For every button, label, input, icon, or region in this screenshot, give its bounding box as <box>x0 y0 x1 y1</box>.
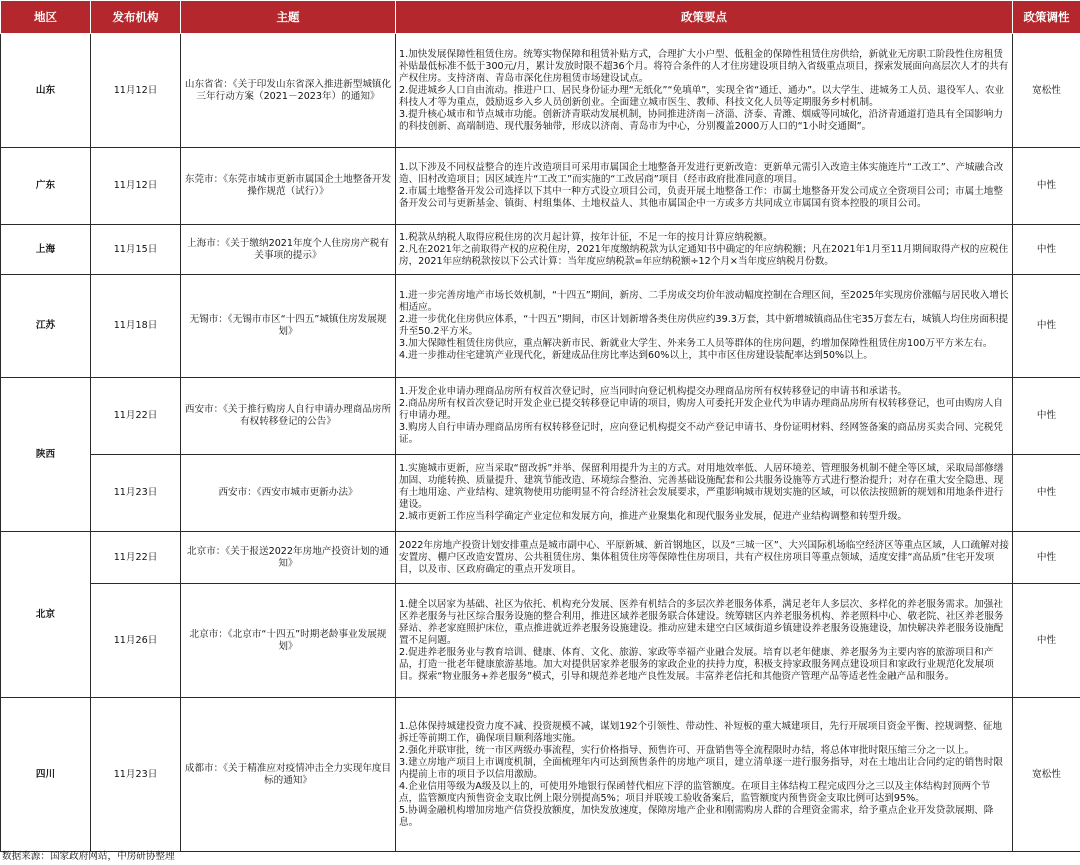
topic-cell: 西安市：《西安市城市更新办法》 <box>181 455 396 532</box>
table-row <box>1 378 1080 455</box>
date-cell: 11月15日 <box>91 225 181 275</box>
policy-point: 4.企业信用等级为A级及以上的，可使用外地银行保函替代相应下浮的监管额度。在项目主体结构工程完成四分之三以及主体结构封顶两个节点，监管额度内预售资金支取比例上限分别提高5%；项目并联竣工验收备案后，监管额度内预售资金支取比例可达到95%。 <box>399 780 991 804</box>
policy-point: 2.进一步优化住房供应体系，“十四五”期间，市区计划新增各类住房供应约39.3万套，其中新增城镇商品住宅35万套左右，城镇人均住房面积提升至50.2平方米。 <box>399 314 1009 337</box>
topic-cell: 北京市：《北京市“十四五”时期老龄事业发展规划》 <box>181 584 396 698</box>
points-cell <box>396 34 1013 148</box>
policy-point: 1.开发企业申请办理商品房所有权首次登记时，应当同时向登记机构提交办理商品房所有权转移登记的申请书和承诺书。 <box>399 386 908 397</box>
table-row <box>1 148 1080 225</box>
topic-cell: 东莞市：《东莞市城市更新市属国企土地整备开发操作规范（试行）》 <box>181 148 396 225</box>
policy-point: 2.城市更新工作应当科学确定产业定位和发展方向，推进产业聚集化和现代服务业发展，促进产业结构调整和转型升级。 <box>399 511 908 522</box>
header-tone: 政策调性 <box>1013 1 1080 34</box>
tone-cell: 中性 <box>1013 148 1080 225</box>
policy-point: 1.进一步完善房地产市场长效机制，“十四五”期间，新房、二手房成交均价年波动幅度控制在合理区间，至2025年实现房价涨幅与居民收入增长相适应。 <box>399 290 1009 313</box>
policy-point: 2.商品房所有权首次登记时开发企业已提交转移登记申请的项目，购房人可委托开发企业代为申请办理商品房所有权转移登记，也可由购房人自行申请办理。 <box>399 398 1003 421</box>
points-cell <box>396 455 1013 532</box>
topic-cell: 上海市：《关于缴纳2021年度个人住房房产税有关事项的提示》 <box>181 225 396 275</box>
region-cell: 广东 <box>1 148 91 225</box>
tone-cell: 中性 <box>1013 275 1080 378</box>
policy-point: 1.以下涉及不同权益整合的连片改造项目可采用市属国企土地整备开发进行更新改造：更新单元需引入改造主体实施连片“工改工”、产城融合改造、旧村改造项目；因区域连片“工改工”而实施的“工改居商”项目（经市政府批准同意的项目。 <box>399 162 1004 185</box>
region-cell: 四川 <box>1 698 91 852</box>
tone-cell: 中性 <box>1013 378 1080 455</box>
policy-point: 3.提升核心城市和节点城市功能。创新济青联动发展机制，协同推进济南－济淄、济泰、青潍、烟威等同城化，沿济青通道打造具有全国影响力的科技创新、高端制造、现代服务轴带，形成以济南、青岛市为中心，分别覆盖2000万人口的“1小时交通圈”。 <box>399 108 1003 132</box>
topic-cell: 山东省省：《关于印发山东省深入推进新型城镇化三年行动方案（2021－2023年）的通知》 <box>181 34 396 148</box>
topic-cell: 西安市：《关于推行购房人自行申请办理商品房所有权转移登记的公告》 <box>181 378 396 455</box>
table-row <box>1 584 1080 698</box>
points-cell <box>396 698 1013 852</box>
policy-point: 3.建立房地产项目上市调度机制，全面梳理年内可达到预售条件的房地产项目，建立清单逐一进行服务指导，对在土地出让合同约定的销售时限内提前上市的项目予以信用激励。 <box>399 756 1003 780</box>
table-row <box>1 455 1080 532</box>
tone-cell: 中性 <box>1013 225 1080 275</box>
region-cell: 山东 <box>1 34 91 148</box>
policy-point: 4.进一步推动住宅建筑产业现代化，新建成品住房比率达到60%以上，其中市区住房建设装配率达到50%以上。 <box>399 350 873 361</box>
points-cell <box>396 148 1013 225</box>
tone-cell: 中性 <box>1013 532 1080 584</box>
tone-cell: 宽松性 <box>1013 698 1080 852</box>
tone-cell: 中性 <box>1013 584 1080 698</box>
region-cell: 陕西 <box>1 378 91 532</box>
date-cell: 11月22日 <box>91 532 181 584</box>
points-cell <box>396 584 1013 698</box>
points-cell <box>396 225 1013 275</box>
policy-point: 1.健全以居家为基础、社区为依托、机构充分发展、医养有机结合的多层次养老服务体系，满足老年人多层次、多样化的养老服务需求。加强社区养老服务与社区综合服务设施的整合利用，推进区域养老服务联合体建设。统筹辖区内养老服务机构、养老照料中心、敬老院、社区养老服务驿站、养老家庭照护床位，重点推进就近养老服务设施建设。推动应建未建空白区域街道乡镇建设养老服务设施建设，加快解决养老服务设施配置不足问题。 <box>399 598 1004 646</box>
table-row <box>1 532 1080 584</box>
policy-point: 1.实施城市更新，应当采取“留改拆”并举、保留利用提升为主的方式。对用地效率低、人居环境差、管理服务机制不健全等区域，采取局部修缮加固、功能转换、质量提升、建筑节能改造、环境综合整治、完善基础设施配套和公共服务设施等方式进行整治提升；对存在重大安全隐患、现有土地用途、产业结构、建筑物使用功能明显不符合经济社会发展要求，严重影响城市规划实施的区域，可以依法按照新的规划和用地条件进行建设。 <box>399 463 1004 510</box>
table-row <box>1 698 1080 852</box>
points-cell <box>396 275 1013 378</box>
policy-point: 1.加快发展保障性租赁住房。统筹实物保障和租赁补贴方式，合理扩大小户型、低租金的保障性租赁住房供给，新就业无房职工阶段性住房租赁补贴最低标准不低于300元/月，累计发放时限不超36个月。将符合条件的人才住房建设项目纳入省级重点项目，探索发展面向高层次人才的共有产权住房。支持济南、青岛市深化住房租赁市场建设试点。 <box>399 48 1009 84</box>
policy-point: 2.凡在2021年之前取得产权的应税住房，2021年度缴纳税款为认定通知书中确定的年应纳税额；凡在2021年1月至11月期间取得产权的应税住房，2021年应纳税款按以下公式计算：当年度应纳税款=年应纳税额÷12个月×当年度应纳税月份数。 <box>399 243 1009 267</box>
policy-point: 1.总体保持城建投资力度不减、投资规模不减，谋划192个引领性、带动性、补短板的重大城建项目，先行开展项目资金平衡、控规调整、征地拆迁等前期工作，确保项目顺利落地实施。 <box>399 720 1003 744</box>
data-source-note: 数据来源：国家政府网站，中房研协整理 <box>2 851 175 862</box>
date-cell: 11月22日 <box>91 378 181 455</box>
policy-point: 2.促进养老服务业与教育培训、健康、体育、文化、旅游、家政等幸福产业融合发展。培育以老年健康、养老服务为主要内容的旅游项目和产品，打造一批老年健康旅游基地。加大对提供居家养老服务的家政企业的扶持力度，积极支持家政服务网点建设项目和家政行业规范化发展项目。探索“物业服务+养老服务”模式，引导和规范养老地产良性发展。丰富养老信托和其他资产管理产品等适老性金融产品和服务。 <box>399 646 994 682</box>
policy-point: 5.协调金融机构增加房地产信贷投放额度，加快发放速度，保障房地产企业和刚需购房人群的合理资金需求，给予重点企业开发贷款展期、降息。 <box>399 804 994 828</box>
date-cell: 11月12日 <box>91 34 181 148</box>
date-cell: 11月18日 <box>91 275 181 378</box>
topic-cell: 无锡市：《无锡市市区“十四五”城镇住房发展规划》 <box>181 275 396 378</box>
date-cell: 11月23日 <box>91 455 181 532</box>
policy-point: 2.促进城乡人口自由流动。推进户口、居民身份证办理“无纸化”“免填单”，实现全省“通迁、通办”。以大学生、进城务工人员、退役军人、农业科技人才等为重点，鼓励返乡入乡人员创新创业。全面建立城市医生、教师、科技文化人员等定期服务乡村机制。 <box>399 84 1005 108</box>
header-agency: 发布机构 <box>91 1 181 34</box>
date-cell: 11月23日 <box>91 698 181 852</box>
policy-point: 3.加大保障性租赁住房供应，重点解决新市民、新就业大学生、外来务工人员等群体的住房问题，约增加保障性租赁住房100万平方米左右。 <box>399 338 993 349</box>
tone-cell: 中性 <box>1013 455 1080 532</box>
policy-point: 1.税款从纳税人取得应税住房的次月起计算，按年计征，不足一年的按月计算应纳税额。 <box>399 231 773 243</box>
policy-point: 3.购房人自行申请办理商品房所有权转移登记时，应向登记机构提交不动产登记申请书、身份证明材料、经网签备案的商品房买卖合同、完税凭证。 <box>399 422 1003 445</box>
table-row <box>1 275 1080 378</box>
header-region: 地区 <box>1 1 91 34</box>
policy-point: 2022年房地产投资计划安排重点是城市副中心、平原新城、新首钢地区，以及“三城一区”、大兴国际机场临空经济区等重点区域，人口疏解对接安置房、棚户区改造安置房、公共租赁住房、集体租赁住房等保障性住房项目，共有产权住房项目等重点领域，适度安排“高品质”住宅开发项目，以及市、区政府确定的重点开发项目。 <box>399 539 1009 575</box>
points-cell <box>396 378 1013 455</box>
region-cell: 上海 <box>1 225 91 275</box>
date-cell: 11月12日 <box>91 148 181 225</box>
topic-cell: 成都市：《关于精准应对疫情冲击全力实现年度目标的通知》 <box>181 698 396 852</box>
header-points: 政策要点 <box>396 1 1013 34</box>
header-row <box>1 1 1080 34</box>
region-cell: 北京 <box>1 532 91 698</box>
tone-cell: 宽松性 <box>1013 34 1080 148</box>
policy-point: 2.强化并联审批，统一市区两级办事流程，实行价格指导、预售许可、开盘销售等全流程限时办结，将总体审批时限压缩三分之一以上。 <box>399 744 975 756</box>
topic-cell: 北京市：《关于报送2022年房地产投资计划的通知》 <box>181 532 396 584</box>
policy-point: 2.市属土地整备开发公司选择以下其中一种方式设立项目公司，负责开展土地整备工作：市属土地整备开发公司成立全资项目公司；市属土地整备开发公司与更新基金、镇街、村组集体、土地权益人、其他市属国企中一方或多方共同成立市属国有资本控股的项目公司。 <box>399 186 1003 209</box>
date-cell: 11月26日 <box>91 584 181 698</box>
table-row <box>1 225 1080 275</box>
table-row <box>1 34 1080 148</box>
region-cell: 江苏 <box>1 275 91 378</box>
header-topic: 主题 <box>181 1 396 34</box>
points-cell <box>396 532 1013 584</box>
